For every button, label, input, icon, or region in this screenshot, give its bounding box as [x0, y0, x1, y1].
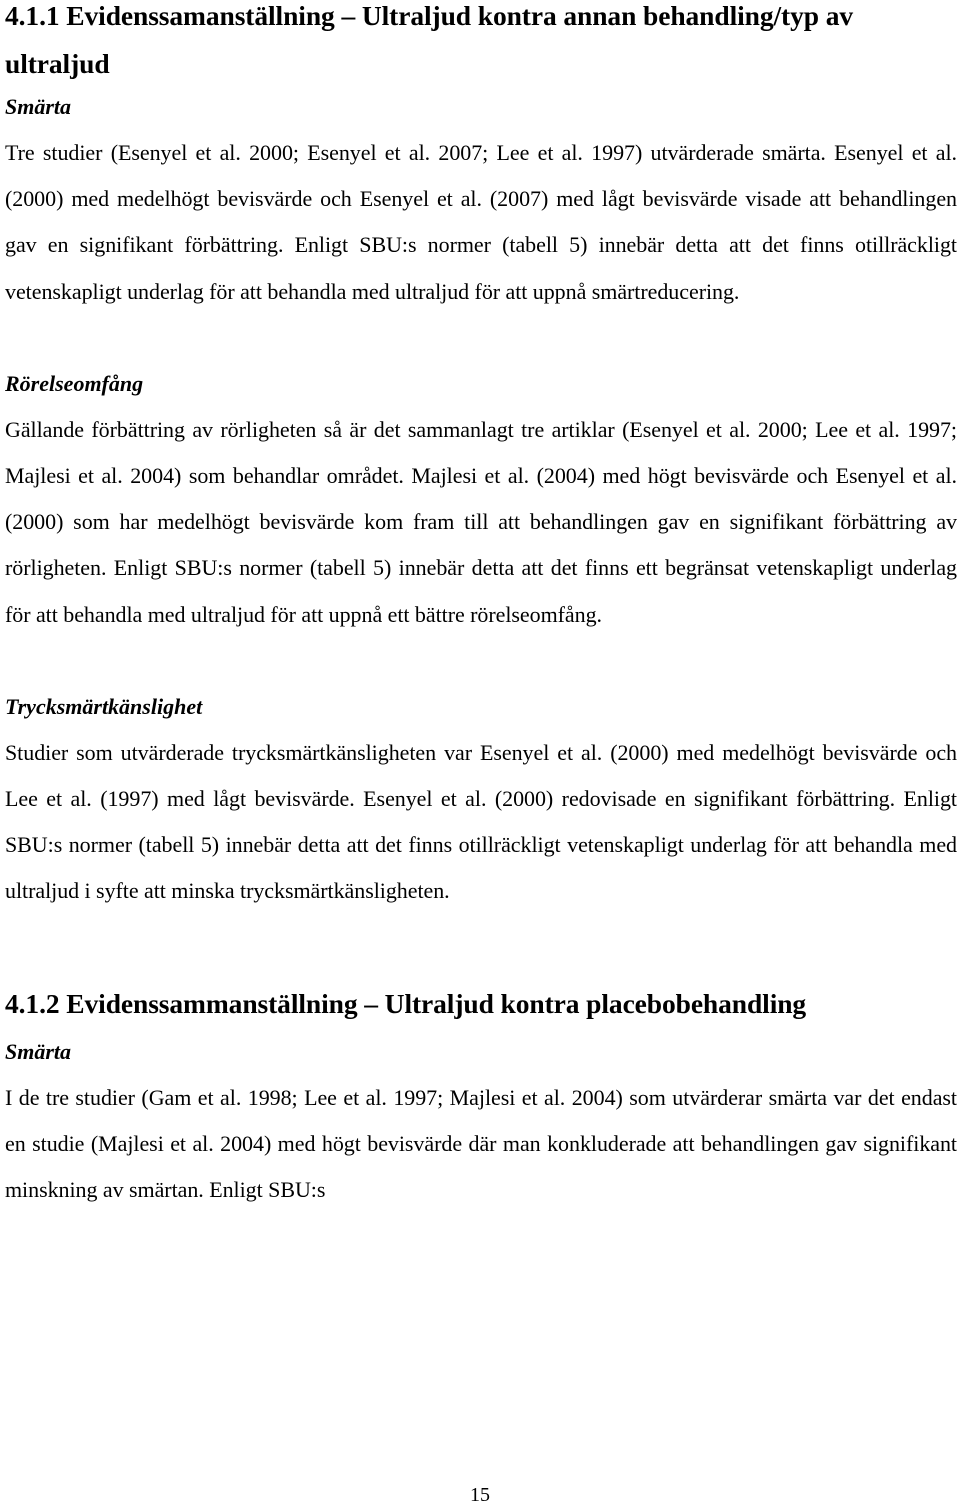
document-page [5, 0, 957, 1213]
section-heading: 4.1.2 Evidenssammanställning – Ultraljud kontra placebobehandling [5, 987, 807, 1019]
section-heading: 4.1.1 Evidenssamanställning – Ultraljud kontra annan behandling/typ av ultraljud [5, 0, 854, 79]
subsection-title-pressure-pain: Trycksmärtkänslighet [5, 693, 203, 719]
paragraph-pain-placebo: I de tre studier (Gam et al. 1998; Lee et al. 1997; Majlesi et al. 2004) som utvärderar smärta var det endast en studie (Majlesi et al. 2004) med högt bevisvärde där man konkluderade att behandlingen gav signifikant minskning av smärtan. Enligt SBU:s [5, 1084, 957, 1203]
subsection-title-pain: Smärta [5, 94, 72, 119]
page-number: 15 [470, 1484, 490, 1506]
subsection-title-pain-placebo: Smärta [5, 1038, 72, 1064]
paragraph-range-of-motion: Gällande förbättring av rörligheten så är det sammanlagt tre artiklar (Esenyel et al. 2000; Lee et al. 1997; Majlesi et al. 2004) som behandlar området. Majlesi et al. (2004) med högt bevisvärde och Esenyel et al. (2000) som har medelhögt bevisvärde kom fram till att behandlingen gav en signifikant förbättring av rörligheten. Enligt SBU:s normer (tabell 5) innebär detta att det finns ett begränsat vetenskapligt underlag för att behandla med ultraljud för att uppnå ett bättre rörelseomfång. [5, 416, 957, 627]
paragraph-pressure-pain: Studier som utvärderade trycksmärtkänsligheten var Esenyel et al. (2000) med medelhögt bevisvärde och Lee et al. (1997) med lågt bevisvärde. Esenyel et al. (2000) redovisade en signifikant förbättring. Enligt SBU:s normer (tabell 5) innebär detta att det finns otillräckligt vetenskapligt underlag för att behandla med ultraljud i syfte att minska trycksmärtkänsligheten. [5, 739, 957, 904]
subsection-title-range-of-motion: Rörelseomfång [5, 370, 144, 396]
paragraph-pain: Tre studier (Esenyel et al. 2000; Esenyel et al. 2007; Lee et al. 1997) utvärderade smärta. Esenyel et al. (2000) med medelhögt bevisvärde och Esenyel et al. (2007) med lågt bevisvärde visade att behandlingen gav en signifikant förbättring. Enligt SBU:s normer (tabell 5) innebär detta att det finns otillräckligt vetenskapligt underlag för att behandla med ultraljud för att uppnå smärtreducering. [5, 140, 957, 304]
